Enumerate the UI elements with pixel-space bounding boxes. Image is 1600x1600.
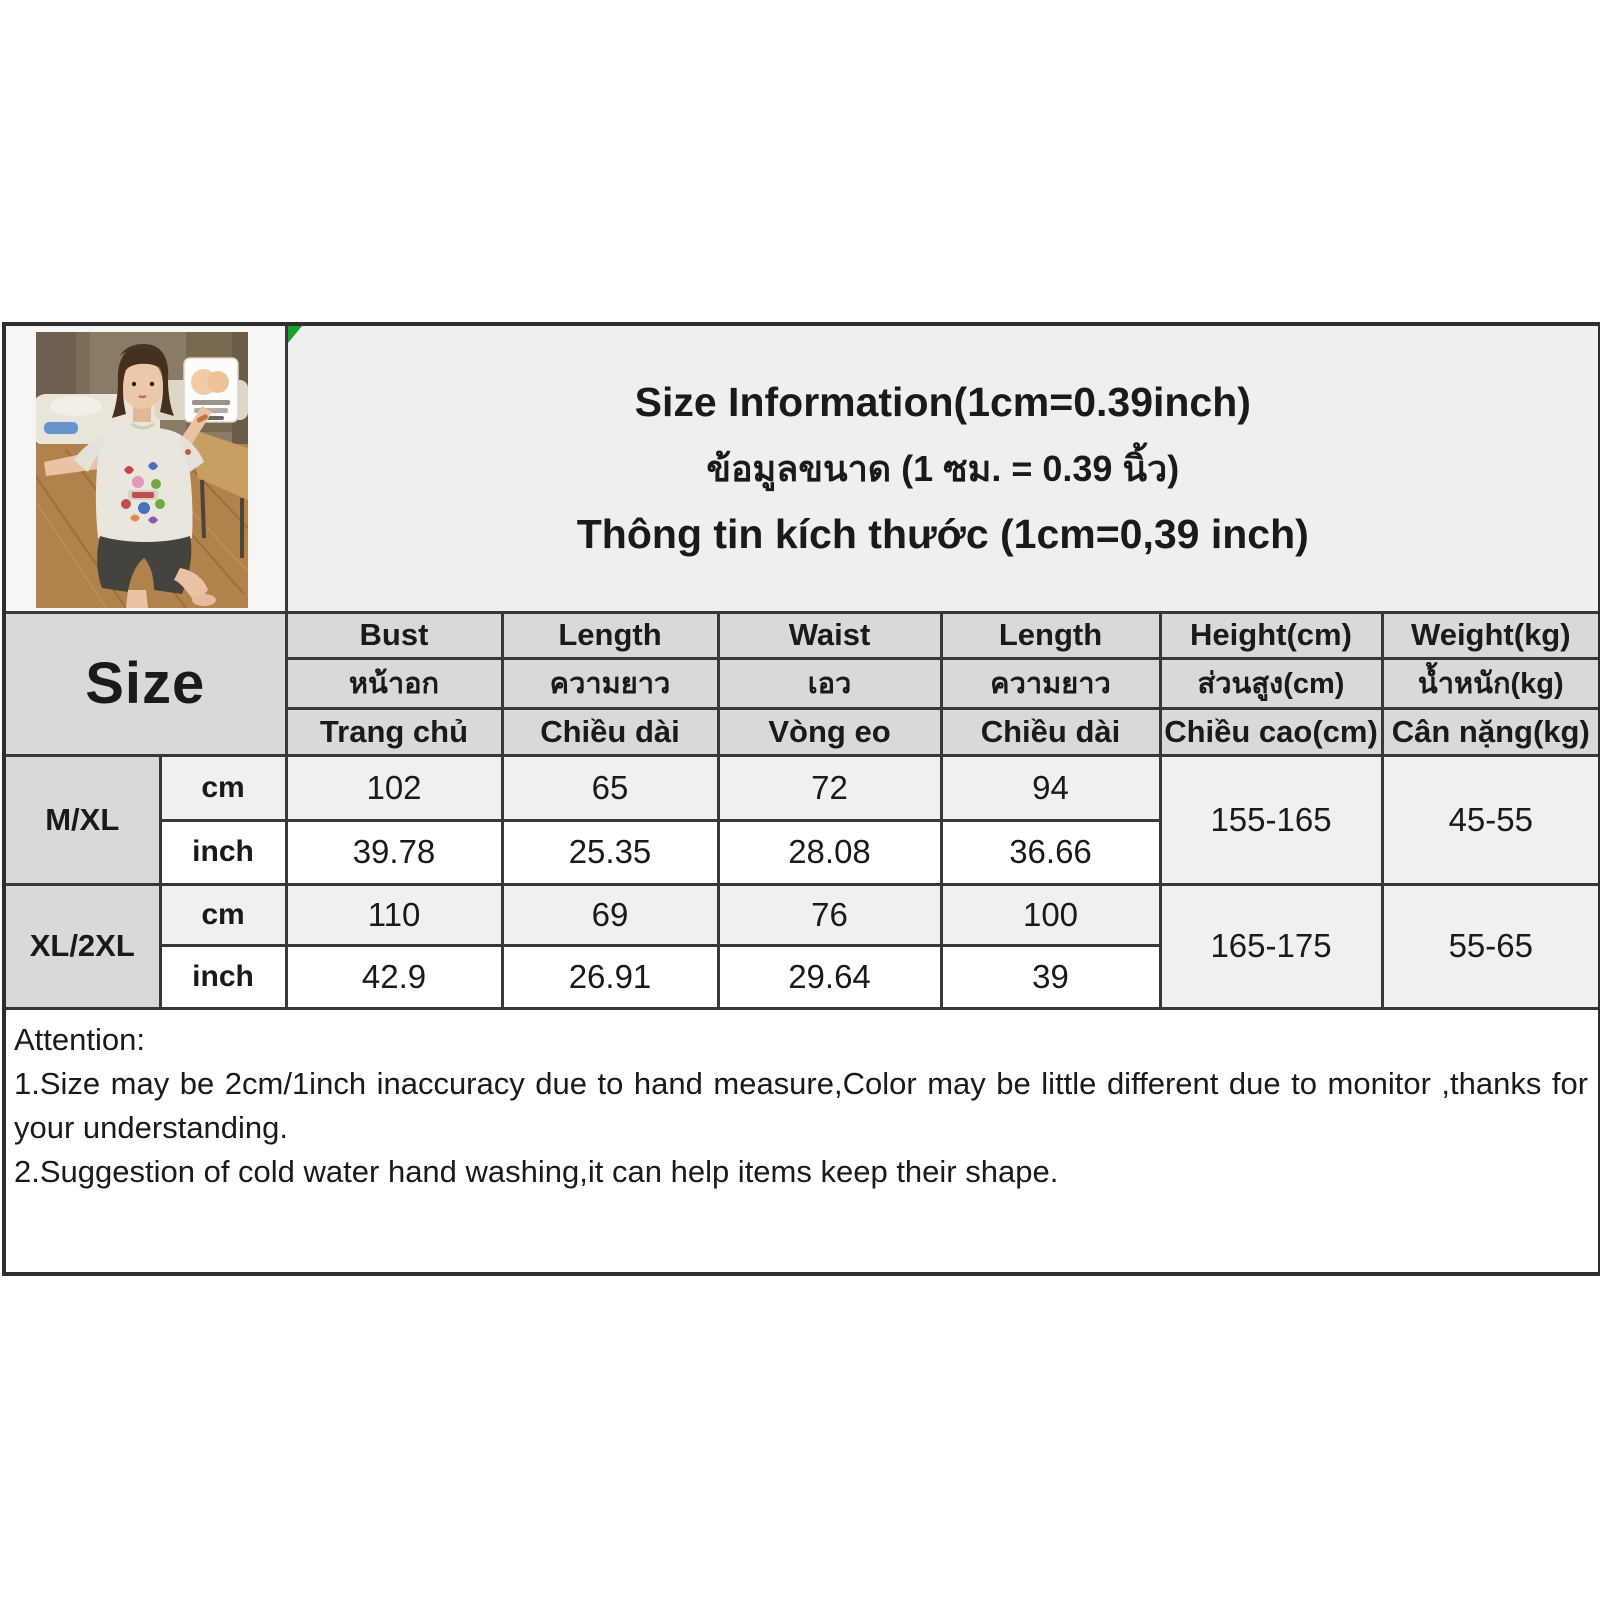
xl2xl-waist-inch: 29.64 — [718, 945, 941, 1008]
col-header-waist-vn: Vòng eo — [718, 708, 941, 755]
xl2xl-length2-inch: 39 — [941, 945, 1160, 1008]
unit-inch: inch — [160, 945, 286, 1008]
col-header-waist-th: เอว — [718, 658, 941, 708]
attention-heading: Attention: — [14, 1021, 145, 1057]
col-header-height-th: ส่วนสูง(cm) — [1160, 658, 1382, 708]
mxl-length2-cm: 94 — [941, 755, 1160, 820]
row-xl2xl-cm — [4, 884, 1600, 945]
title-english: Size Information(1cm=0.39inch) — [634, 378, 1251, 425]
title-thai: ข้อมูลขนาด (1 ซม. = 0.39 นิ้ว) — [706, 447, 1180, 489]
xl2xl-length2-cm: 100 — [941, 884, 1160, 945]
xl2xl-bust-inch: 42.9 — [286, 945, 502, 1008]
unit-cm: cm — [160, 755, 286, 820]
attention-note-1: 1.Size may be 2cm/1inch inaccuracy due to hand measure,Color may be little different due to monitor ,thanks for your understanding. — [14, 1065, 1589, 1145]
col-header-bust-th: หน้าอก — [286, 658, 502, 708]
size-label-mxl: M/XL — [4, 755, 160, 884]
size-label-xl2xl: XL/2XL — [4, 884, 160, 1008]
col-header-weight-th: น้ำหนัก(kg) — [1382, 658, 1600, 708]
col-header-waist-en: Waist — [718, 612, 941, 658]
unit-cm: cm — [160, 884, 286, 945]
mxl-bust-inch: 39.78 — [286, 820, 502, 884]
col-header-length2-th: ความยาว — [941, 658, 1160, 708]
col-header-bust-vn: Trang chủ — [286, 708, 502, 755]
col-header-weight-en: Weight(kg) — [1382, 612, 1600, 658]
col-header-length2-vn: Chiều dài — [941, 708, 1160, 755]
unit-inch: inch — [160, 820, 286, 884]
xl2xl-waist-cm: 76 — [718, 884, 941, 945]
mxl-length-inch: 25.35 — [502, 820, 718, 884]
header-row-english — [4, 612, 1600, 658]
col-header-weight-vn: Cân nặng(kg) — [1382, 708, 1600, 755]
col-header-length2-en: Length — [941, 612, 1160, 658]
size-chart-table — [2, 322, 1600, 1276]
xl2xl-height-range: 165-175 — [1160, 884, 1382, 1008]
xl2xl-bust-cm: 110 — [286, 884, 502, 945]
attention-note-2: 2.Suggestion of cold water hand washing,it can help items keep their shape. — [14, 1153, 1059, 1189]
title-cell — [286, 324, 1600, 612]
col-header-length-th: ความยาว — [502, 658, 718, 708]
xl2xl-length-inch: 26.91 — [502, 945, 718, 1008]
attention-row — [4, 1008, 1600, 1274]
row-mxl-cm — [4, 755, 1600, 820]
green-corner-flag-icon — [288, 326, 302, 343]
mxl-weight-range: 45-55 — [1382, 755, 1600, 884]
col-header-length-en: Length — [502, 612, 718, 658]
xl2xl-length-cm: 69 — [502, 884, 718, 945]
col-header-bust-en: Bust — [286, 612, 502, 658]
col-header-length-vn: Chiều dài — [502, 708, 718, 755]
product-photo-cell — [4, 324, 286, 612]
mxl-waist-inch: 28.08 — [718, 820, 941, 884]
mxl-height-range: 155-165 — [1160, 755, 1382, 884]
title-vietnamese: Thông tin kích thước (1cm=0,39 inch) — [576, 510, 1309, 557]
mxl-length2-inch: 36.66 — [941, 820, 1160, 884]
col-header-height-en: Height(cm) — [1160, 612, 1382, 658]
product-photo — [36, 332, 248, 608]
mxl-length-cm: 65 — [502, 755, 718, 820]
col-header-height-vn: Chiều cao(cm) — [1160, 708, 1382, 755]
mxl-bust-cm: 102 — [286, 755, 502, 820]
mxl-waist-cm: 72 — [718, 755, 941, 820]
attention-cell — [4, 1008, 1600, 1274]
xl2xl-weight-range: 55-65 — [1382, 884, 1600, 1008]
size-header: Size — [4, 612, 286, 755]
